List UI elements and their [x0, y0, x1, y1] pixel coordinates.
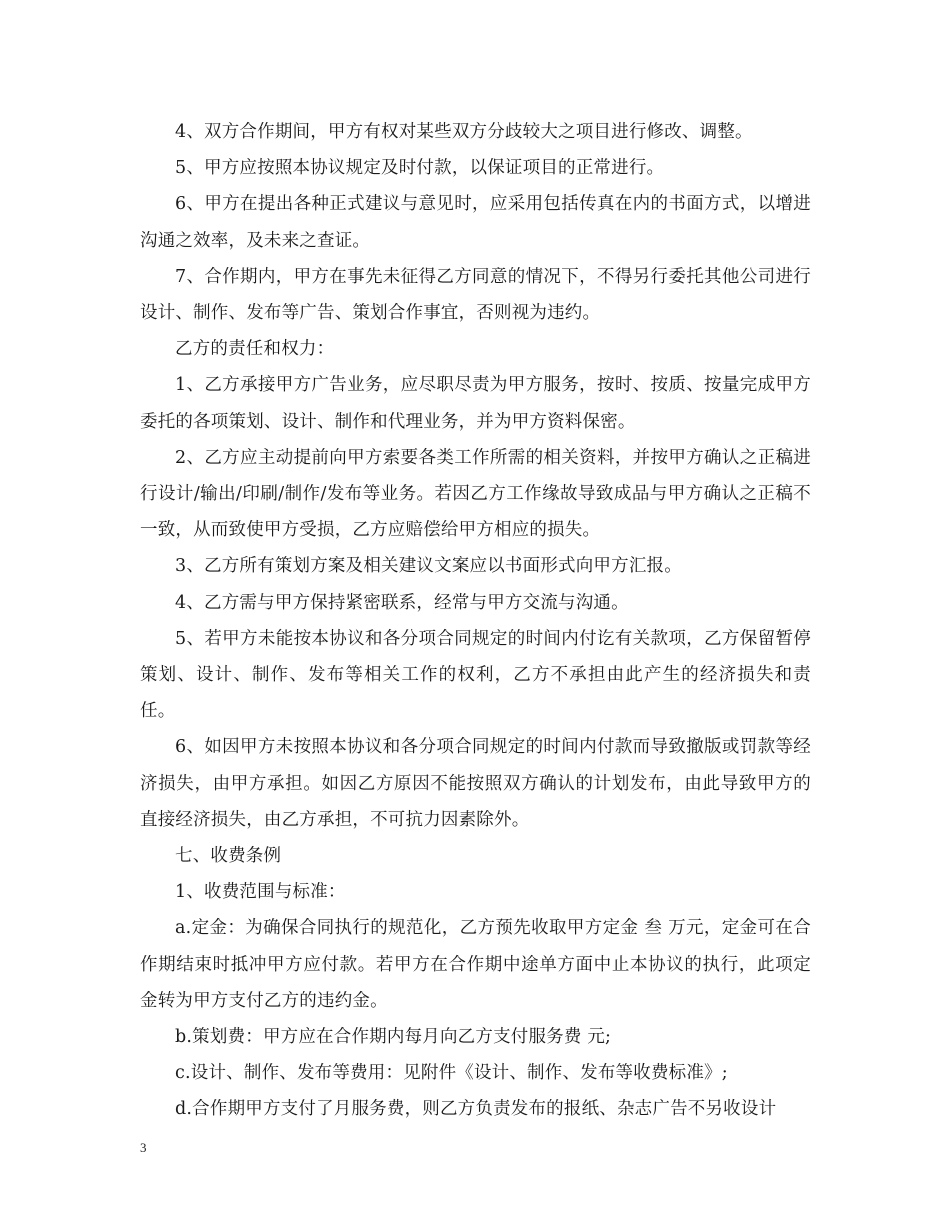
paragraph-fee-planning: b.策划费：甲方应在合作期内每月向乙方支付服务费 元;: [175, 1027, 612, 1048]
paragraph-party-b-item-6: 6、如因甲方未按照本协议和各分项合同规定的时间内付款而导致撤版或罚款等经济损失，由甲方承担。如因乙方原因不能按照双方确认的计划发布，由此导致甲方的直接经济损失，由乙方承担，不可抗力因素除外。: [140, 737, 811, 830]
paragraph-party-b-item-1: 1、乙方承接甲方广告业务，应尽职尽责为甲方服务，按时、按质、按量完成甲方委托的各项策划、设计、制作和代理业务，并为甲方资料保密。: [140, 375, 811, 432]
paragraph-party-b-item-2: 2、乙方应主动提前向甲方索要各类工作所需的相关资料，并按甲方确认之正稿进行设计/输出/印刷/制作/发布等业务。若因乙方工作缘故导致成品与甲方确认之正稿不一致，从而致使甲方受损，乙方应赔偿给甲方相应的损失。: [140, 447, 811, 541]
paragraph-party-a-item-5: 5、甲方应按照本协议规定及时付款，以保证项目的正常进行。: [175, 158, 665, 179]
paragraph-fee-monthly: d.合作期甲方支付了月服务费，则乙方负责发布的报纸、杂志广告不另收设计: [175, 1099, 777, 1120]
paragraph-fee-deposit: a.定金：为确保合同执行的规范化，乙方预先收取甲方定金 叁 万元，定金可在合作期结束时抵冲甲方应付款。若甲方在合作期中途单方面中止本协议的执行，此项定金转为甲方支付乙方的违约金。: [140, 918, 811, 1011]
document-body: [140, 114, 811, 1128]
heading-party-b-responsibilities: 乙方的责任和权力：: [175, 339, 335, 360]
paragraph-party-a-item-4: 4、双方合作期间，甲方有权对某些双方分歧较大之项目进行修改、调整。: [175, 122, 753, 142]
heading-fee-terms: 七、收费条例: [175, 846, 282, 867]
paragraph-party-b-item-5: 5、若甲方未能按本协议和各分项合同规定的时间内付讫有关款项，乙方保留暂停策划、设计、制作、发布等相关工作的权利，乙方不承担由此产生的经济损失和责任。: [140, 628, 811, 722]
paragraph-party-b-item-3: 3、乙方所有策划方案及相关建议文案应以书面形式向甲方汇报。: [175, 556, 682, 577]
paragraph-party-b-item-4: 4、乙方需与甲方保持紧密联系，经常与甲方交流与沟通。: [175, 592, 629, 613]
paragraph-party-a-item-7: 7、合作期内，甲方在事先未征得乙方同意的情况下，不得另行委托其他公司进行设计、制作、发布等广告、策划合作事宜，否则视为违约。: [140, 266, 811, 324]
paragraph-fee-scope: 1、收费范围与标准：: [175, 882, 346, 903]
page-number: 3: [140, 1140, 147, 1155]
paragraph-fee-production: c.设计、制作、发布等费用：见附件《设计、制作、发布等收费标准》;: [175, 1063, 728, 1084]
paragraph-party-a-item-6: 6、甲方在提出各种正式建议与意见时，应采用包括传真在内的书面方式，以增进沟通之效率，及未来之查证。: [140, 194, 811, 251]
